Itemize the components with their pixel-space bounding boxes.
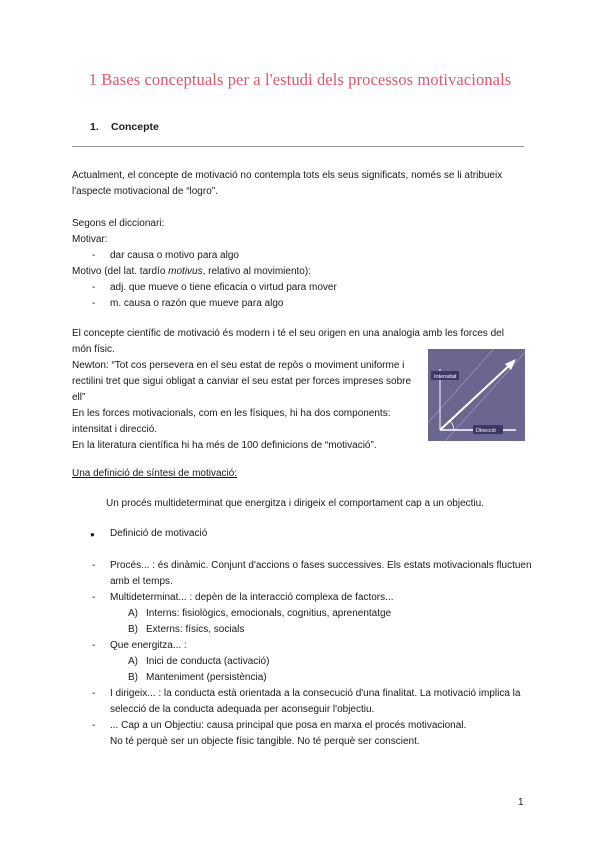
- vector-figure: [428, 349, 525, 441]
- definition-bullet-label: Definició de motivació: [110, 528, 208, 539]
- sub-letter: A): [128, 656, 138, 667]
- sub-letter: B): [128, 672, 138, 683]
- section-number: 1.: [90, 121, 99, 133]
- forces-line: En les forces motivacionals, com en les físiques, hi ha dos components:: [72, 408, 391, 419]
- dash-marker: -: [92, 720, 96, 731]
- page-number: 1: [518, 797, 524, 808]
- vector-diagram: [428, 349, 525, 441]
- scientific-line: El concepte científic de motivació és modern i té el seu origen en una analogia amb les forces del: [72, 328, 504, 339]
- multideterminat-line: Multideterminat... : depèn de la interacció complexa de factors...: [110, 592, 394, 603]
- scientific-line: món físic.: [72, 344, 115, 355]
- proces-line: amb el temps.: [110, 576, 173, 587]
- section-label: Concepte: [111, 121, 159, 133]
- sub-item: Externs: físics, socials: [146, 624, 245, 635]
- intensity-label: Intensitat: [434, 374, 457, 380]
- direction-label: Direcció: [476, 428, 496, 434]
- dirigeix-line: selecció de la conducta adequada per aconseguir l'objectiu.: [110, 704, 375, 715]
- energitza-line: Que energitza... :: [110, 640, 187, 651]
- sub-item: Manteniment (persistència): [146, 672, 267, 683]
- newton-quote-line: ell”: [72, 392, 86, 403]
- intro-line-1: Actualment, el concepte de motivació no contempla tots els seus significats, només se li atribueix: [72, 170, 503, 181]
- dash-marker: -: [92, 282, 96, 293]
- sub-letter: A): [128, 608, 138, 619]
- dictionary-heading: Segons el diccionari:: [72, 218, 165, 229]
- page-title: 1 Bases conceptuals per a l'estudi dels processos motivacionals: [88, 70, 512, 89]
- synthesis-heading: Una definició de síntesi de motivació:: [72, 468, 238, 479]
- motivo-line: [72, 264, 311, 280]
- sub-item: Interns: fisiològics, emocionals, cognitius, aprenentatge: [146, 608, 392, 619]
- objectiu-line: No té perquè ser un objecte físic tangible. No té perquè ser conscient.: [110, 736, 420, 747]
- sub-letter: B): [128, 624, 138, 635]
- newton-quote-line: Newton: “Tot cos persevera en el seu estat de repòs o moviment uniforme i: [72, 360, 405, 371]
- dash-marker: -: [92, 640, 96, 651]
- intro-line-2: l'aspecte motivacional de “logro”.: [72, 186, 218, 197]
- bullet-marker: ●: [90, 530, 95, 539]
- dash-marker: -: [92, 592, 96, 603]
- motivo-item: m. causa o razón que mueve para algo: [110, 298, 284, 309]
- motivar-item: dar causa o motivo para algo: [110, 250, 239, 261]
- sub-item: Inici de conducta (activació): [146, 656, 270, 667]
- dirigeix-line: I dirigeix... : la conducta està orientada a la consecució d'una finalitat. La motivació implica la: [110, 688, 521, 699]
- motivo-italic: motivus: [168, 266, 203, 277]
- motivar-label: Motivar:: [72, 234, 108, 245]
- proces-line: Procés... : és dinàmic. Conjunt d'accions o fases successives. Els estats motivacionals fluctuen: [110, 560, 532, 571]
- dash-marker: -: [92, 298, 96, 309]
- forces-line: En la literatura científica hi ha més de 100 definicions de “motivació”.: [72, 440, 377, 451]
- newton-quote-line: rectilini tret que sigui obligat a canviar el seu estat per forces impreses sobre: [72, 376, 412, 387]
- objectiu-line: ... Cap a un Objectiu: causa principal que posa en marxa el procés motivacional.: [110, 720, 467, 731]
- motivo-prefix: Motivo (del lat. tardío: [72, 266, 169, 277]
- forces-line: intensitat i direcció.: [72, 424, 158, 435]
- section-heading: [90, 121, 159, 133]
- dash-marker: -: [92, 560, 96, 571]
- motivo-suffix: , relativo al movimiento):: [202, 266, 311, 277]
- dash-marker: -: [92, 688, 96, 699]
- heading-rule: [72, 146, 524, 147]
- motivo-item: adj. que mueve o tiene eficacia o virtud para mover: [110, 282, 337, 293]
- synthesis-definition: Un procés multideterminat que energitza i dirigeix el comportament cap a un objectiu.: [106, 498, 484, 509]
- dash-marker: -: [92, 250, 96, 261]
- angle-arc: [450, 421, 454, 430]
